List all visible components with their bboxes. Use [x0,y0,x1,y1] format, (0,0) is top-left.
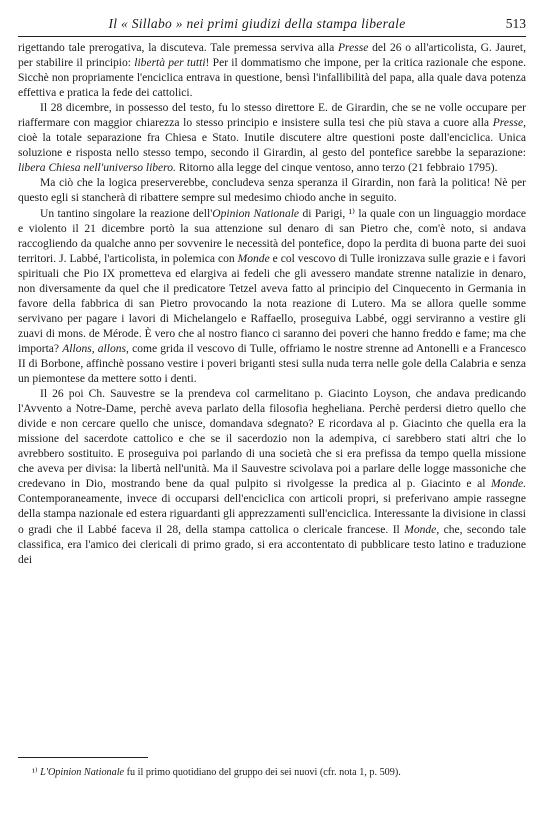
text-run: Contemporaneamente, invece di occuparsi dell'enciclica con articoli propri, si preferivano ampie rassegne della stampa nazionale ed estera riguardanti gli apprezzamenti sull'enciclica. Interessante la divisione in classi o gradi che il Labbé faceva il 28, della stampa cattolica o clericale francese. Il [18,493,527,536]
italic-text: Opinion Nationale [212,207,300,220]
paragraph [18,41,526,101]
text-run: Un tantino singolare la reazione dell' [40,207,213,220]
text-run: , come grida il vescovo di Tulle, offriamo le nostre strenne ad Antonelli e a Francesco II di Borbone, affinchè possano vestire i poveri briganti stesi sulla nuda terra nelle gole della Calabria e senza un piemontese da mettere sotto i denti. [18,342,526,386]
text-run: , cioè la totale separazione fra Chiesa e Stato. Inutile discutere altre questioni poste dall'enciclica. Unica soluzione e risposta nello stesso tempo, secondo il Girardin, al gesto del pontefice sarebbe la separazione: [18,117,526,160]
italic-text: Presse [492,117,524,130]
footnotes [18,757,526,780]
text-run: rigettando tale prerogativa, la discuteva. Tale premessa serviva alla [18,42,338,54]
text-run: del 26 o all'articolista, G. Jauret, per stabilire il principio: [18,42,527,70]
text-run: ! Per il dommatismo che impone, per la critica razionale che espone. Sicchè non propriamente l'enciclica entrava in questione, bensì l'infallibilità del papa, alla quale dava potenza effettiva e pratica la fede dei cattolici. [18,57,526,100]
footnote-rule [18,757,148,758]
italic-text: Allons, allons [62,342,127,355]
paragraph [18,176,526,206]
italic-text: libera Chiesa nell'universo libero. [18,162,176,175]
italic-text: L'Opinion Nationale [40,767,125,778]
running-head [18,14,526,37]
text-run: , che, secondo tale classifica, era l'amico dei clericali di primo grado, si era accontentato di pubblicare testo latino e traduzione dei [18,523,527,566]
text-run: Ma ciò che la logica preserverebbe, concludeva senza speranza il Girardin, non farà la politica! Nè per questo egli si stancherà di ribattere sempre sul medesimo chiodo anche in seguito. [18,177,526,205]
text-run: e col vescovo di Tulle ironizzava sulle grazie e i favori spirituali che Pio IX prometteva ed elargiva ai fedeli che gli avessero mandate strenne natalizie in denaro, non diversamente da quel che il predicatore Tetzel aveva fatto al principio del Cinquecento in Germania in favore della fabbrica di san Pietro provocando la nota reazione di Lutero. Ma se allora quelle somme servivano per pagare i lavori di Michelangelo e Raffaello, proseguiva Labbé, oggi serviranno a vestire gli zuavi di mons. de Mérode. È vero che al nostro fianco ci saranno dei poveri che hanno freddo e fame; ma che importa? [18,252,526,355]
text-run: fu il primo quotidiano del gruppo dei sei nuovi (cfr. nota 1, p. 509). [124,767,401,778]
body-text [18,41,526,568]
italic-text: Monde [237,252,270,265]
text-run: Il 26 poi Ch. Sauvestre se la prendeva col carmelitano p. Giacinto Loyson, che andava predicando l'Avvento a Notre-Dame, perchè aveva parlato della filosofia hegheliana. Perchè perdersi dietro quello che divide e non cercare quello che unisce, domandava sdegnato? E ricordava al p. Giacinto che quella era la missione del sacerdote cattolico e che se il sacerdozio non la adempiva, ci sarebbero stati altri che lo avrebbero sostituito. E proseguiva poi parlando di una società che si era prefissa da tempo quella missione che aveva per divisa: la libertà nell'unità. Ma il Sauvestre scivolava poi a parlare delle logge massoniche che credevano in Dio, mostrando bene da qual pulpito si rivolgesse la predica al p. Giacinto e al [18,388,526,491]
paragraph [18,101,526,176]
page-number: 513 [505,16,526,31]
italic-text: Monde [404,523,437,536]
italic-text: Monde. [491,478,526,491]
running-head-title: Il « Sillabo » nei primi giudizi della stampa liberale [108,16,406,31]
paragraph [18,207,526,388]
paragraph [18,387,526,568]
italic-text: libertà per tutti [134,57,206,70]
text-run: di Parigi, ¹⁾ la quale con un linguaggio mordace e violento il 21 dicembre portò la sua attenzione sul denaro di san Pietro che, com'è noto, si andava raccogliendo da qualche anno per sovvenire le necessità del pontefice, dopo la perdita di buona parte dei suoi territori. J. Labbé, l'articolista, in polemica con [18,207,526,265]
text-run: ¹⁾ [32,767,41,778]
footnote [18,766,526,780]
text-run: Ritorno alla legge del cinque ventoso, anno terzo (21 febbraio 1795). [175,162,498,175]
italic-text: Presse [338,42,369,54]
text-run: Il 28 dicembre, in possesso del testo, fu lo stesso direttore E. de Girardin, che se ne volle occupare per riaffermare con maggior chiarezza lo stesso principio e insistere sulla tesi che più stava a cuore alla [18,102,526,130]
